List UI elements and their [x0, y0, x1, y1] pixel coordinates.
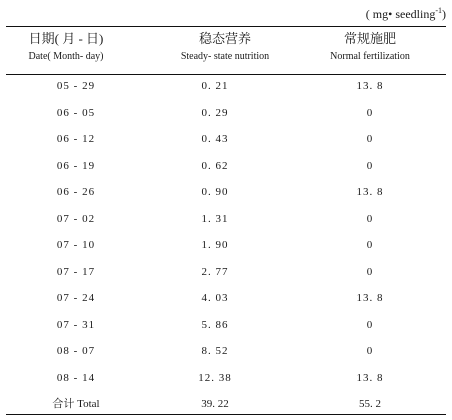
- table-row: [0, 103, 452, 123]
- unit-label: [366, 6, 446, 22]
- cell-steady: 8. 52: [201, 345, 229, 357]
- cell-normal: 13. 8: [356, 371, 384, 384]
- top-rule: [6, 26, 446, 27]
- header-normal-en: Normal fertilization: [330, 51, 410, 62]
- cell-date: 06 - 26: [56, 186, 96, 198]
- table-row: [0, 209, 452, 229]
- cell-steady: 0. 43: [201, 133, 229, 145]
- cell-steady: 0. 62: [201, 159, 229, 172]
- table-row: [0, 76, 452, 96]
- cell-steady: 1. 90: [201, 239, 229, 251]
- cell-normal: 0: [366, 159, 374, 172]
- cell-steady: 12. 38: [198, 371, 232, 384]
- cell-normal: 13. 8: [356, 186, 384, 198]
- header-steady-zh: 稳态营养: [198, 31, 251, 46]
- header-date: [6, 30, 126, 66]
- header-normal: [300, 30, 440, 66]
- total-steady: 39. 22: [201, 398, 229, 410]
- cell-normal: 0: [366, 239, 374, 251]
- cell-steady: 0. 21: [201, 80, 229, 92]
- table-row: [0, 262, 452, 282]
- header-rule: [6, 74, 446, 75]
- unit-text: ( mg• seedling: [365, 7, 436, 21]
- cell-steady: 1. 31: [201, 212, 229, 225]
- table-row: [0, 341, 452, 361]
- cell-steady: 2. 77: [201, 265, 229, 278]
- cell-date: 06 - 19: [56, 159, 96, 172]
- cell-date: 07 - 10: [56, 239, 96, 251]
- cell-normal: 0: [366, 345, 374, 357]
- unit-exponent: -1: [435, 6, 442, 15]
- cell-date: 08 - 14: [56, 371, 96, 384]
- header-date-zh: 日期( 月 - 日): [28, 31, 104, 46]
- cell-date: 07 - 02: [56, 212, 96, 225]
- cell-date: 07 - 17: [56, 265, 96, 278]
- header-steady: [150, 30, 300, 66]
- cell-date: 07 - 31: [56, 318, 96, 331]
- header-steady-en: Steady- state nutrition: [180, 51, 270, 62]
- cell-normal: 0: [366, 212, 374, 225]
- cell-steady: 4. 03: [201, 292, 229, 304]
- cell-normal: 13. 8: [356, 292, 384, 304]
- cell-steady: 5. 86: [201, 318, 229, 331]
- bottom-rule: [6, 414, 446, 415]
- cell-steady: 0. 90: [201, 186, 229, 198]
- table-row: [0, 368, 452, 388]
- table-row: [0, 315, 452, 335]
- table-row: [0, 288, 452, 308]
- table-row: [0, 182, 452, 202]
- cell-date: 08 - 07: [56, 345, 96, 357]
- header-normal-zh: 常规施肥: [343, 31, 396, 46]
- cell-normal: 0: [366, 318, 374, 331]
- cell-date: 07 - 24: [56, 292, 96, 304]
- table-row: [0, 235, 452, 255]
- cell-normal: 0: [366, 265, 374, 278]
- cell-normal: 13. 8: [356, 80, 384, 92]
- cell-steady: 0. 29: [201, 106, 229, 119]
- total-normal: 55. 2: [359, 398, 381, 410]
- unit-close: ): [442, 7, 446, 21]
- cell-date: 05 - 29: [56, 80, 96, 92]
- table-row: [0, 156, 452, 176]
- cell-date: 06 - 12: [56, 133, 96, 145]
- header-date-en: Date( Month- day): [28, 51, 104, 62]
- table-row: [0, 129, 452, 149]
- cell-date: 06 - 05: [56, 106, 96, 119]
- cell-normal: 0: [366, 133, 374, 145]
- total-label: 合计 Total: [52, 398, 100, 410]
- cell-normal: 0: [366, 106, 374, 119]
